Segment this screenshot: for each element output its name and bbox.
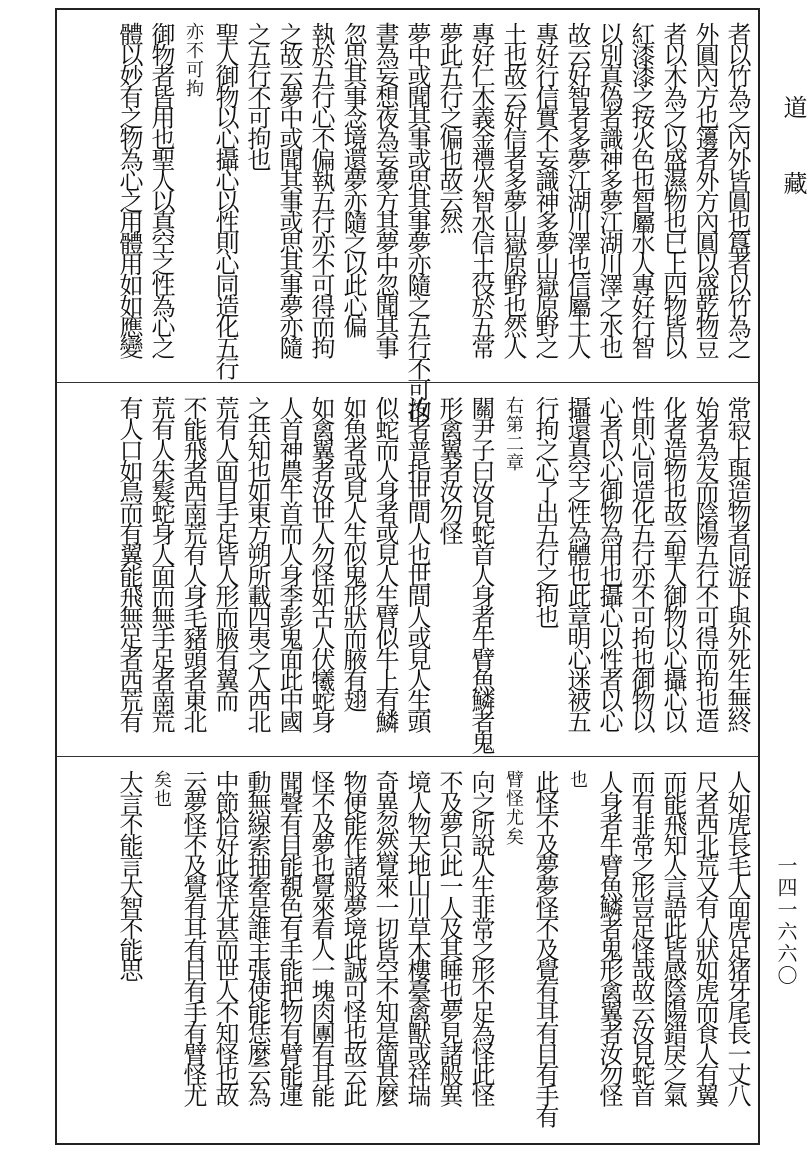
text-column: 矣也 xyxy=(151,770,172,808)
text-column: 人如虎長毛人面虎足猪牙尾長一丈八 xyxy=(723,770,751,1105)
text-column: 常寂上與造物者同游下與外死生無終 xyxy=(723,396,751,731)
margin-title: 道藏 xyxy=(779,95,807,247)
text-column: 攝還真空之性為體也此章明心迷被五 xyxy=(563,396,591,731)
text-column: 化者造物也故云聖人御物以心攝心以 xyxy=(659,396,687,731)
text-column: 專好行信實不妄識神多夢山嶽原野之 xyxy=(531,22,559,357)
text-column: 故云好智者多夢江湖川澤也信屬土人 xyxy=(563,22,591,357)
text-column: 體以妙有之物為心之用體用如如應變 xyxy=(115,22,143,357)
text-column: 晝為妄想夜為妄夢方其夢中忽聞其事 xyxy=(371,22,399,357)
text-column: 夢此五行之偏也故云然 xyxy=(435,22,463,232)
text-column: 專好仁木義金禮火智水信土役於五常 xyxy=(467,22,495,357)
text-column: 御物者皆用也聖人以真空之性為心之 xyxy=(147,22,175,357)
text-column: 之故云夢中或聞其事或思其事夢亦隨 xyxy=(275,22,303,357)
text-column: 紅漆漆之按火色也智屬水人專好行智 xyxy=(627,22,655,357)
text-frame xyxy=(55,8,760,1145)
text-column: 而有非常之形豈足怪哉故云汝見蛇首 xyxy=(627,770,655,1105)
text-column: 如禽翼者汝世人勿怪如古人伏犧蛇身 xyxy=(307,396,335,731)
text-column: 之共知也如東方朔所載四夷之人西北 xyxy=(243,396,271,731)
text-panel-3 xyxy=(57,758,758,1143)
text-panel-1 xyxy=(57,10,758,420)
text-column: 者以竹為之內外皆圓也簋者以竹為之 xyxy=(723,22,751,357)
text-column: 執於五行心不偏執五行亦不可得而拘 xyxy=(307,22,335,357)
text-column: 外圓內方也籩者外方內圓以盛乾物豆 xyxy=(691,22,719,357)
text-column: 怪不及夢也覺來看人一塊肉團有耳能 xyxy=(307,770,335,1105)
text-column: 不能飛者西南荒有人身毛豬頭者東北 xyxy=(179,396,207,731)
text-column: 行拘之心了出五行之拘也 xyxy=(531,396,559,626)
text-column: 右第二章 xyxy=(503,396,524,472)
text-column: 如魚者或見人生似鬼形狀而腋有翅 xyxy=(339,396,367,710)
text-column: 奇異忽然覺來一切皆空不知是箇甚麼 xyxy=(371,770,399,1105)
text-column: 也 xyxy=(567,770,588,789)
text-column: 物便能作諸般夢境此誠可怪也故云此 xyxy=(339,770,367,1105)
text-column: 心者以心御物為用也攝心以性者以心 xyxy=(595,396,623,731)
text-column: 人身者牛臂魚鱗者鬼形禽翼者汝勿怪 xyxy=(595,770,623,1105)
text-column: 似蛇而人身者或見人生臂似牛上有鱗 xyxy=(371,396,399,731)
text-column: 而能飛知人言語此皆感陰陽錯戾之氣 xyxy=(659,770,687,1105)
text-column: 不及夢只此一人及其睡也夢見諸般異 xyxy=(435,770,463,1105)
text-column: 汝者普指世間人也世間人或見人生頭 xyxy=(403,396,431,731)
text-column: 動無線索抽牽是誰主張使能恁麼云為 xyxy=(243,770,271,1105)
text-column: 尺者西北荒又有人狀如虎而食人有翼 xyxy=(691,770,719,1105)
text-column: 始者為友而陰陽五行不可得而拘也造 xyxy=(691,396,719,731)
page-number: 一四一六六〇 xyxy=(774,855,798,987)
text-column: 者以木為之以盛濕物也巳上四物皆以 xyxy=(659,22,687,357)
text-column: 性則心同造化五行亦不可拘也御物以 xyxy=(627,396,655,731)
text-column: 境人物天地山川草木樓臺禽獸或祥瑞 xyxy=(403,770,431,1105)
panel-divider xyxy=(57,756,758,757)
text-column: 聞聲有目能覩色有手能把物有臂能運 xyxy=(275,770,303,1105)
text-column: 云夢怪不及覺有耳有目有手有臂怪尤 xyxy=(179,770,207,1105)
text-column: 荒有人朱髮蛇身人面而無手足者南荒 xyxy=(147,396,175,731)
text-column: 中節恰好此怪尤甚而世人不知怪也故 xyxy=(211,770,239,1105)
text-column: 形禽翼者汝勿怪 xyxy=(435,396,463,543)
text-column: 有人口如鳥而有翼能飛無足者西荒有 xyxy=(115,396,143,731)
text-column: 聖人御物以心攝心以性則心同造化五行 xyxy=(211,22,239,378)
text-column: 忽思其事念境還夢亦隨之以此心偏 xyxy=(339,22,367,336)
text-column: 此怪不及夢夢怪不及覺有耳有目有手有 xyxy=(531,770,559,1126)
text-column: 夢中或聞其事或思其事夢亦隨之五行不可拘 xyxy=(403,22,431,420)
text-column: 人首神農牛首而人身李彭鬼面此中國 xyxy=(275,396,303,731)
text-column: 亦不可拘 xyxy=(183,22,204,98)
text-column: 關尹子曰汝見蛇首人身者牛臂魚鱗者鬼 xyxy=(467,396,495,752)
text-column: 大言不能言大智不能思 xyxy=(115,770,143,980)
text-column: 土也故云好信者多夢山嶽原野也然人 xyxy=(499,22,527,357)
text-column: 以別真偽者識神多夢江湖川澤之水也 xyxy=(595,22,623,357)
text-column: 臂怪尤矣 xyxy=(503,770,524,846)
text-column: 荒有人面目手足皆人形而腋有翼而 xyxy=(211,396,239,710)
text-column: 之五行不可拘也 xyxy=(243,22,271,169)
text-column: 向之所說人生非常之形不足為怪此怪 xyxy=(467,770,495,1105)
text-panel-2 xyxy=(57,384,758,756)
